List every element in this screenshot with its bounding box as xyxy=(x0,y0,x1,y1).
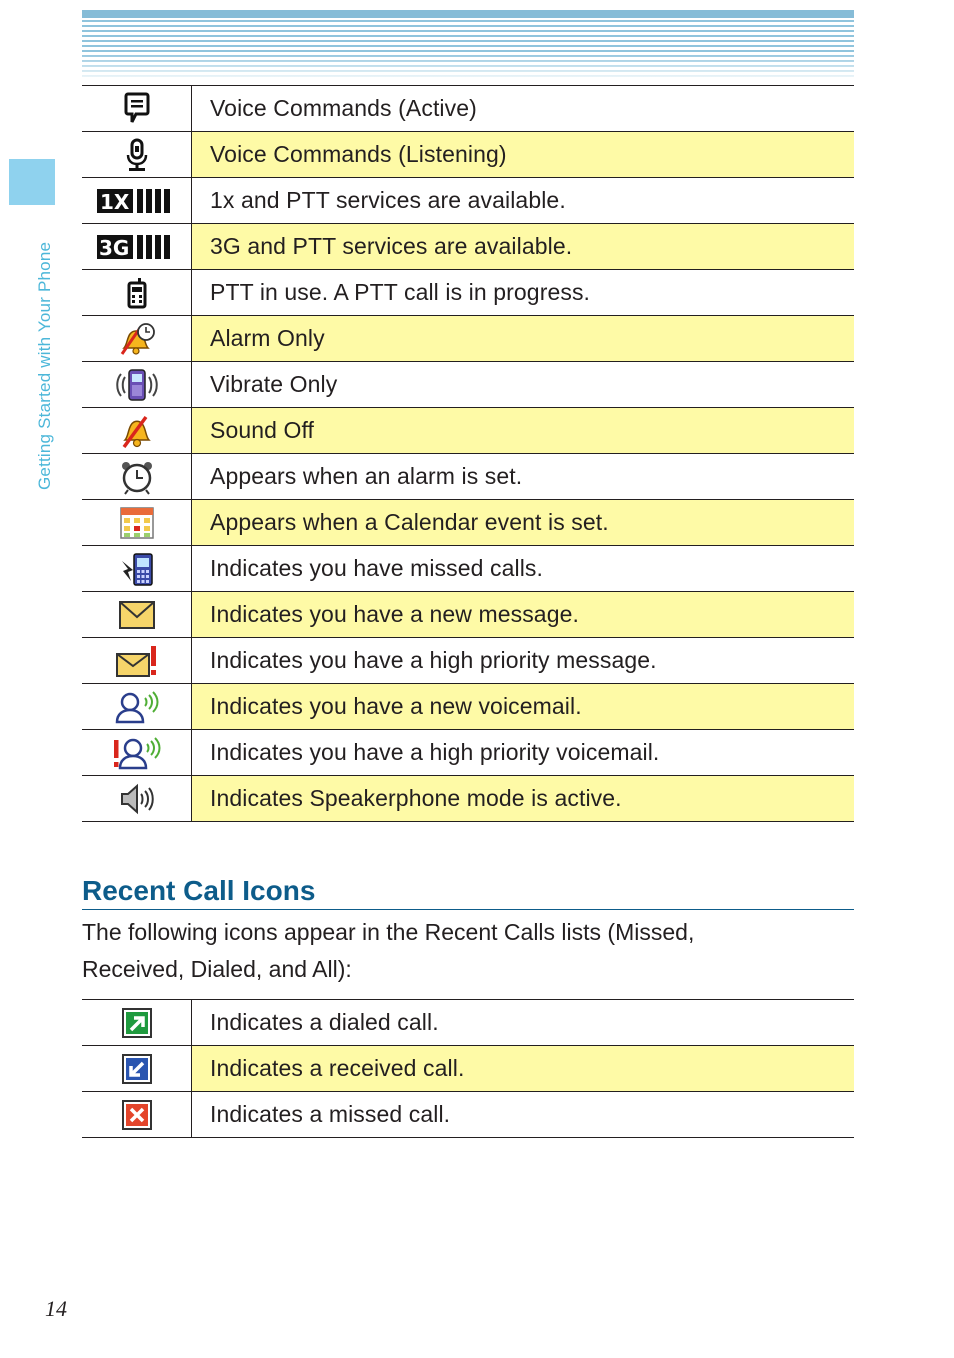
page-number: 14 xyxy=(45,1296,67,1321)
recent-call-icons-table xyxy=(82,999,854,1138)
alarm-only-icon xyxy=(118,322,156,356)
vibrate-only-icon xyxy=(116,368,158,402)
high-priority-voicemail-icon xyxy=(113,736,161,770)
table-row xyxy=(82,500,854,546)
calendar-icon xyxy=(119,506,155,540)
icon-description: Alarm Only xyxy=(192,316,855,362)
icon-description: Indicates you have a new voicemail. xyxy=(192,684,855,730)
table-row xyxy=(82,730,854,776)
status-icons-table xyxy=(82,85,854,822)
missed-call-icon xyxy=(122,1100,152,1130)
chapter-tab-marker xyxy=(9,159,55,205)
icon-description: Sound Off xyxy=(192,408,855,454)
high-priority-message-icon xyxy=(115,644,159,678)
received-call-icon xyxy=(122,1054,152,1084)
table-row xyxy=(82,270,854,316)
svg-text:3G: 3G xyxy=(98,235,129,260)
voice-commands-active-icon xyxy=(124,92,150,126)
alarm-clock-icon xyxy=(119,459,155,495)
header-stripe-band xyxy=(82,10,854,78)
icon-description: Indicates you have a new message. xyxy=(192,592,855,638)
section-intro-paragraph: The following icons appear in the Recent Calls lists (Missed, Received, Dialed, and All): xyxy=(82,919,695,982)
icon-description: Voice Commands (Active) xyxy=(192,86,855,132)
table-row xyxy=(82,178,854,224)
icon-description: Indicates you have a high priority voicemail. xyxy=(192,730,855,776)
voice-commands-listening-icon xyxy=(125,138,149,172)
icon-description: Indicates a received call. xyxy=(192,1046,855,1092)
table-row xyxy=(82,86,854,132)
dialed-call-icon xyxy=(122,1008,152,1038)
1x-signal-icon xyxy=(97,187,177,215)
icon-description: Vibrate Only xyxy=(192,362,855,408)
icon-description: Indicates you have a high priority message. xyxy=(192,638,855,684)
table-row xyxy=(82,362,854,408)
new-message-icon xyxy=(118,599,156,631)
table-row xyxy=(82,1092,854,1138)
icon-description: Indicates Speakerphone mode is active. xyxy=(192,776,855,822)
table-row xyxy=(82,638,854,684)
section-heading: Recent Call Icons xyxy=(82,874,854,910)
icon-description: 3G and PTT services are available. xyxy=(192,224,855,270)
table-row xyxy=(82,684,854,730)
icon-description: PTT in use. A PTT call is in progress. xyxy=(192,270,855,316)
chapter-tab-label: Getting Started with Your Phone xyxy=(35,241,54,490)
table-row xyxy=(82,592,854,638)
icon-description: Appears when a Calendar event is set. xyxy=(192,500,855,546)
table-row xyxy=(82,454,854,500)
icon-description: Indicates a missed call. xyxy=(192,1092,855,1138)
table-row xyxy=(82,408,854,454)
new-voicemail-icon xyxy=(115,690,159,724)
table-row xyxy=(82,224,854,270)
table-row xyxy=(82,132,854,178)
svg-text:1X: 1X xyxy=(99,189,129,214)
speakerphone-icon xyxy=(119,783,155,815)
icon-description: Voice Commands (Listening) xyxy=(192,132,855,178)
icon-description: Appears when an alarm is set. xyxy=(192,454,855,500)
table-row xyxy=(82,546,854,592)
table-row xyxy=(82,776,854,822)
sound-off-icon xyxy=(120,414,154,448)
icon-description: 1x and PTT services are available. xyxy=(192,178,855,224)
ptt-in-use-icon xyxy=(126,277,148,309)
table-row xyxy=(82,1046,854,1092)
icon-description: Indicates you have missed calls. xyxy=(192,546,855,592)
table-row xyxy=(82,316,854,362)
icon-description: Indicates a dialed call. xyxy=(192,1000,855,1046)
missed-calls-icon xyxy=(119,551,155,587)
3g-signal-icon xyxy=(97,233,177,261)
table-row xyxy=(82,1000,854,1046)
